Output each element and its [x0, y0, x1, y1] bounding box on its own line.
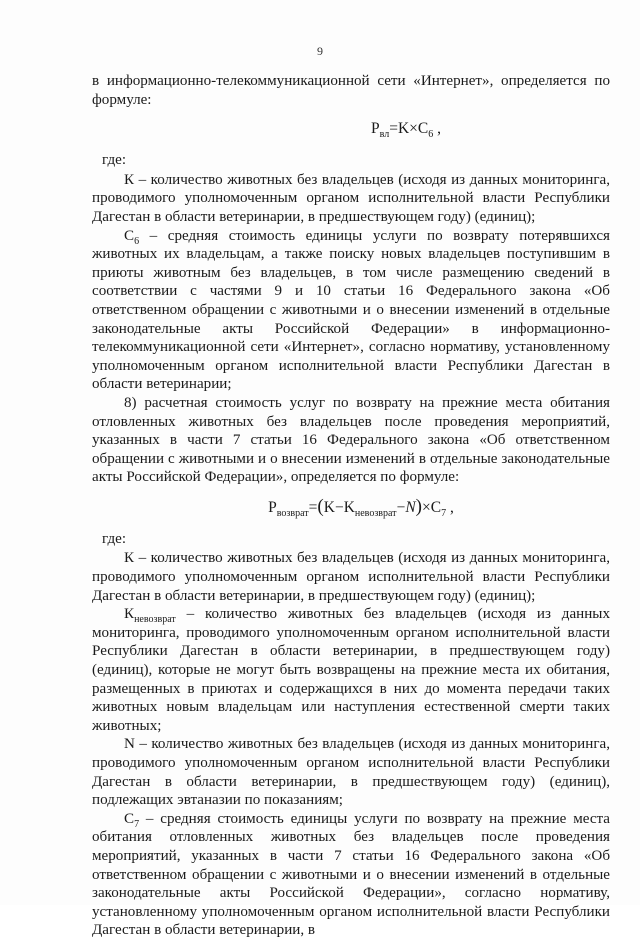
where-label-2: где:	[102, 530, 127, 547]
item-8: 8) расчетная стоимость услуг по возврату на прежние места обитания отловленных животных без владельцев после проведения мероприятий, указанных в части 7 статьи 16 Федерального закона «Об ответственном обращении с животными и о внесении изменений в отдельные законодательные акты Российской Федерации», определяется по формуле:	[92, 394, 610, 486]
definition-c6: $С_6$ – средняя стоимость единицы услуги по возврату потерявшихся животных их владельцам, а также поиску новых владельцев поступившим в приюты животным без владельцев, в том числе размещению сведений в соответствии с частями 9 и 10 статьи 16 Федерального закона «Об ответственном обращении с животными и о внесении изменений в отдельные законодательные акты Российской Федерации» в информационно-телекоммуникационной сети «Интернет», согласно нормативу, установленному уполномоченным органом исполнительной власти Республики Дагестан в области ветеринарии;	[92, 227, 610, 393]
formula-p-vl: $P_{вл}=K\times C_6$ ,	[370, 120, 441, 141]
page-number: 9	[317, 44, 323, 58]
where-label-1: где:	[102, 152, 127, 169]
formula-p-vozvrat: $P_{возврат}=(K-K_{невозврат}-N)\times C_7$ ,	[268, 495, 454, 519]
paragraph-intro: в информационно-телекоммуникационной сети «Интернет», определяется по формуле:	[92, 73, 610, 108]
definition-k-nevozvrat: $К_{невозврат}$ – количество животных без владельцев (исходя из данных мониторинга, проводимого уполномоченным органом исполнительной власти Республики Дагестан в области ветеринарии, в предшествующем году) (единиц), которые не могут быть возвращены на прежние места их обитания, размещенных в приютах и содержащихся в них до момента передачи таких животных новым владельцам или наступления естественной смерти таких животных;	[92, 606, 610, 734]
definition-k-1: К – количество животных без владельцев (исходя из данных мониторинга, проводимого уполномоченным органом исполнительной власти Республики Дагестан в области ветеринарии, в предшествующем году) (единиц);	[92, 171, 610, 225]
definition-c7: $С_7$ – средняя стоимость единицы услуги по возврату на прежние места обитания отловленных животных без владельцев после проведения мероприятий, указанных в части 7 статьи 16 Федерального закона «Об ответственном обращении с животными и о внесении изменений в отдельные законодательные акты Российской Федерации», согласно нормативу, установленному уполномоченным органом исполнительной власти Республики Дагестан в области ветеринарии, в	[92, 810, 610, 939]
definition-k-2: К – количество животных без владельцев (исходя из данных мониторинга, проводимого уполномоченным органом исполнительной власти Республики Дагестан в области ветеринарии, в предшествующем году) (единиц);	[92, 550, 610, 604]
document-body	[92, 72, 610, 940]
definition-n: N – количество животных без владельцев (исходя из данных мониторинга, проводимого уполномоченным органом исполнительной власти Республики Дагестан в области ветеринарии, в предшествующем году) (единиц), подлежащих эвтаназии по показаниям;	[92, 736, 610, 809]
